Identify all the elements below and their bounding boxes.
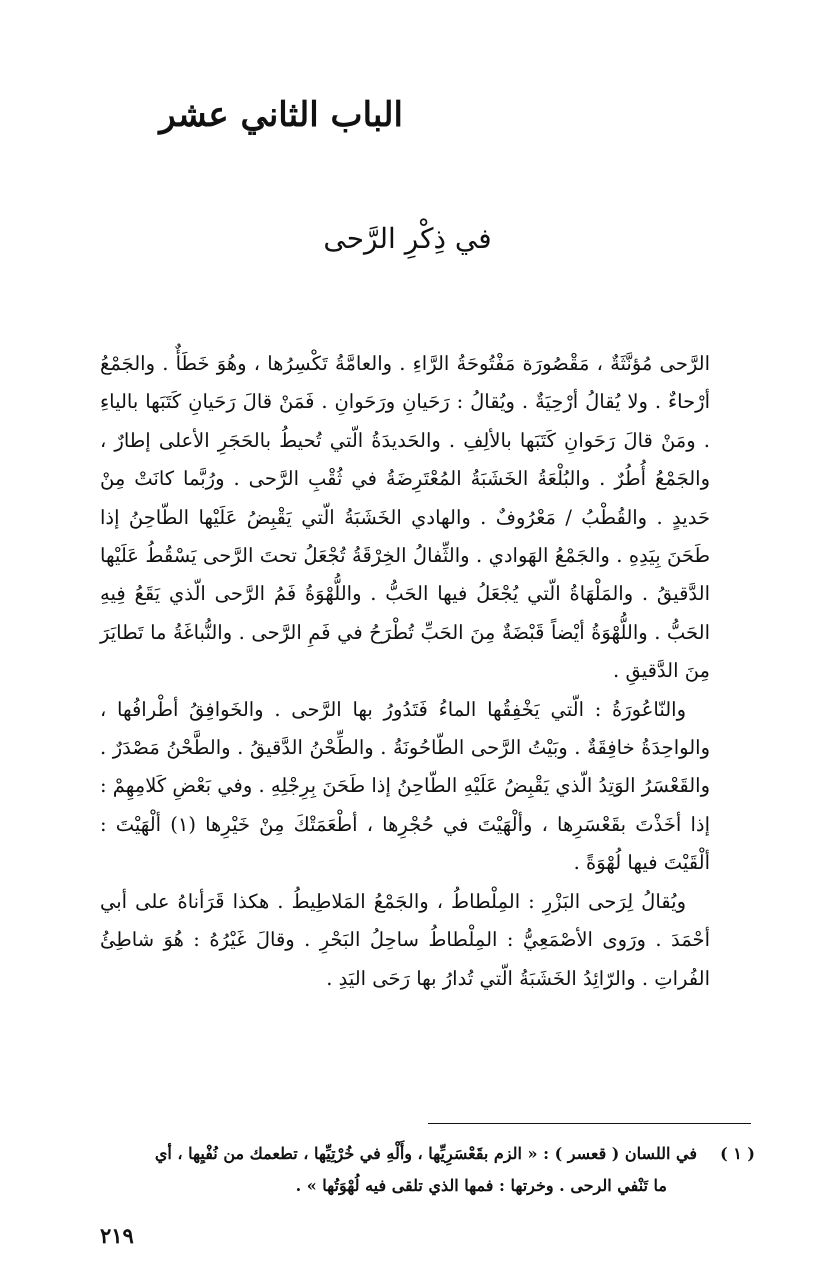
footnote-text-line2: ما تَنْفي الرحى . وخرتها : فمها الذي تلقى فيه لُهْوَتُها » . (295, 1176, 667, 1195)
paragraph: والنّاعُورَةُ : الّتي يَخْفِقُها الماءُ فَتَدُورُ بها الرَّحى . والخَوافِقُ أطْرافُها ، والواحِدَةُ خافِقَةٌ . وبَيْتُ الرَّحى الطّاحُونَةُ . والطِّحْنُ الدَّقيقُ . والطَّحْنُ مَصْدَرٌ . والقَعْسَرُ الوَتِدُ الّذي يَقْبِضُ عَلَيْهِ الطّاحِنُ إذا طَحَنَ بِرِجْلِهِ . وفي بَعْضِ كَلامِهِمْ : إذا أخَذْتَ بقَعْسَرِها ، وألْهَيْتَ في حُجْرِها ، أطْعَمَتْكَ مِنْ خَيْرِها (١) ألْهَيْتَ : ألْقَيْتَ فيها لُهْوَةً . (100, 697, 710, 875)
footnote-text-line1: في اللسان ( قعسر ) : « الزم بقَعْسَرِيِّها ، وأَلْهِ في خُرْتِيِّها ، تطعمك من نُفْيِها ، أي (154, 1144, 697, 1163)
section-title: في ذِكْرِ الرَّحى (323, 222, 492, 255)
page-number: ٢١٩ (100, 1223, 134, 1248)
footnote (100, 1138, 755, 1202)
chapter-title: الباب الثاني عشر (159, 95, 403, 135)
footnote-divider (428, 1123, 751, 1124)
footnote-marker: ( ١ ) (720, 1144, 755, 1163)
body-text (100, 345, 710, 998)
paragraph: الرَّحى مُؤنَّثَةٌ ، مَقْصُورَة مَفْتُوحَةُ الرَّاءِ . والعامَّةُ تَكْسِرُها ، وهُوَ خَطَأٌ . والجَمْعُ أرْحاءٌ . ولا يُقالُ أرْحِيَةٌ . ويُقالُ : رَحَيانِ ورَحَوانِ . فَمَنْ قالَ رَحَيانِ كَتَبَها بالياءِ . ومَنْ قالَ رَحَوانِ كَتَبَها بالألِفِ . والحَديدَةُ الّتي تُحيطُ بالحَجَرِ الأعلى إطارٌ ، والجَمْعُ أُطُرٌ . والبُلْعَةُ الخَشَبَةُ المُعْتَرِضَةُ في ثُقْبِ الرَّحى . ورُبَّما كانَتْ مِنْ حَديدٍ . والقُطْبُ / مَعْرُوفٌ . والهادي الخَشَبَةُ الّتي يَقْبِضُ عَلَيْها الطّاحِنُ إذا طَحَنَ بِيَدِهِ . والجَمْعُ الهَوادي . والثِّفالُ الخِرْقَةُ تُجْعَلُ تحتَ الرَّحى يَسْقُطُ عَلَيْها الدَّقيقُ . والمَلْهَاةُ الّتي يُجْعَلُ فيها الحَبُّ . واللُّهْوَةُ فَمُ الرَّحى الّذي يَقَعُ فِيهِ الحَبُّ . واللُّهْوَةُ أيْضاً قَبْضَةٌ مِنَ الحَبِّ تُطْرَحُ في فَمِ الرَّحى . والنُّباغَةُ ما تَطايَرَ مِنَ الدَّقيقِ . (100, 352, 710, 683)
footnote-line (100, 1138, 755, 1170)
paragraph: ويُقالُ لِرَحى البَزْرِ : المِلْطاطُ ، والجَمْعُ المَلاطِيطُ . هكذا قَرَأناهُ على أبي أحْمَدَ . ورَوى الأصْمَعِيُّ : المِلْطاطُ ساحِلُ البَحْرِ . وقالَ غَيْرُهُ : هُوَ شاطِئُ الفُراتِ . والرّائِدُ الخَشَبَةُ الّتي تُدارُ بها رَحَى اليَدِ . (100, 889, 710, 990)
